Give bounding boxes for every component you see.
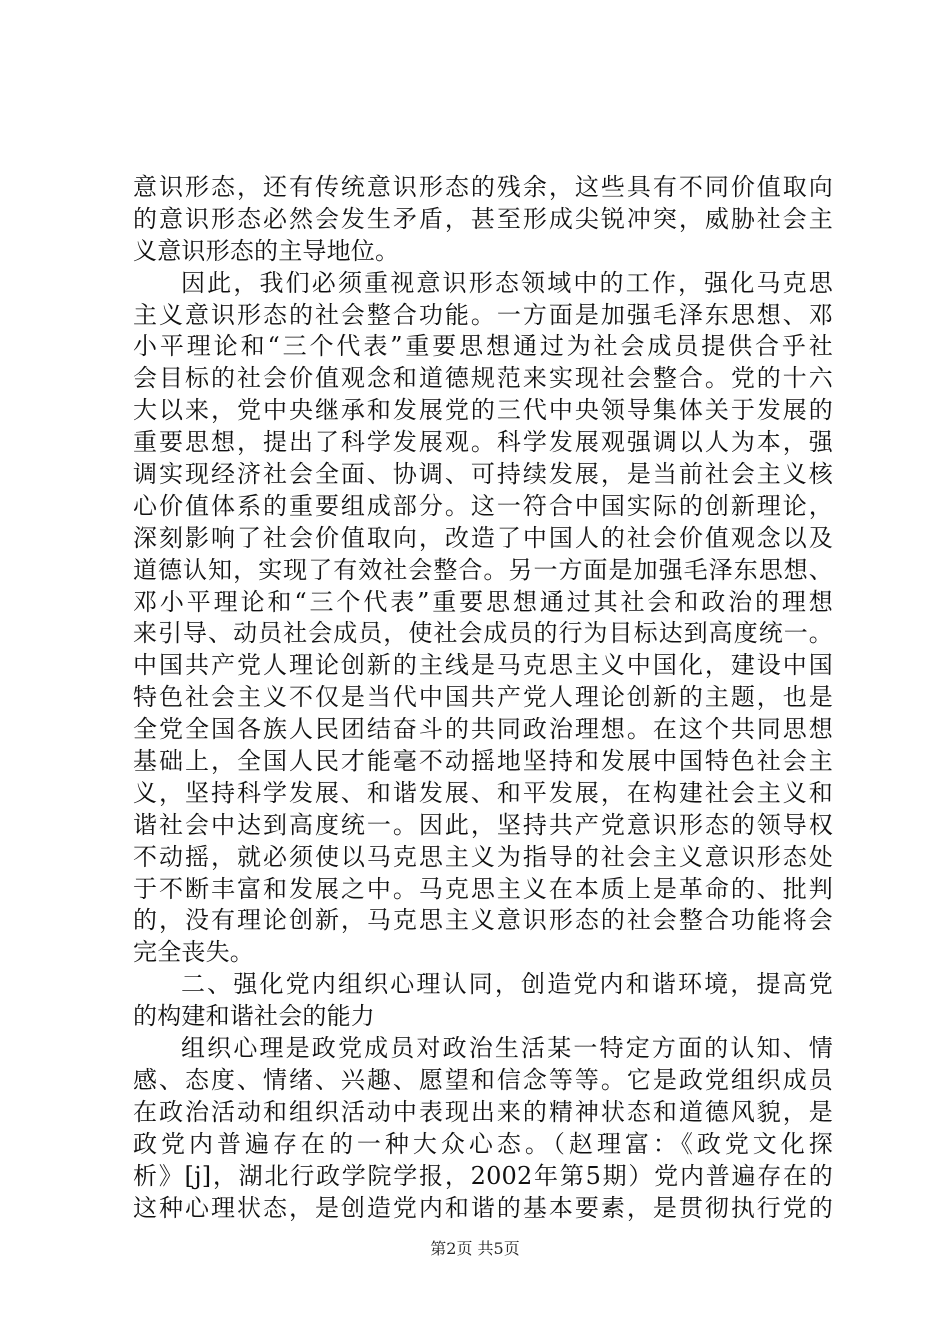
text-line: 这种心理状态，是创造党内和谐的基本要素，是贯彻执行党的	[133, 1193, 833, 1222]
text-line: 析》[j]，湖北行政学院学报，2002年第5期）党内普遍存在的	[133, 1161, 833, 1190]
text-line: 心价值体系的重要组成部分。这一符合中国实际的创新理论，	[133, 491, 833, 520]
text-line: 邓小平理论和“三个代表”重要思想通过其社会和政治的理想	[133, 587, 833, 616]
text-line: 的，没有理论创新，马克思主义意识形态的社会整合功能将会	[133, 906, 833, 935]
text-line: 二、强化党内组织心理认同，创造党内和谐环境，提高党	[181, 970, 833, 999]
text-line: 的意识形态必然会发生矛盾，甚至形成尖锐冲突，威胁社会主	[133, 204, 833, 233]
text-line: 组织心理是政党成员对政治生活某一特定方面的认知、情	[181, 1034, 833, 1063]
text-line: 的构建和谐社会的能力	[133, 1002, 375, 1031]
text-line: 深刻影响了社会价值取向，改造了中国人的社会价值观念以及	[133, 523, 833, 552]
text-line: 感、态度、情绪、兴趣、愿望和信念等等。它是政党组织成员	[133, 1065, 833, 1094]
text-line: 义，坚持科学发展、和谐发展、和平发展，在构建社会主义和	[133, 778, 833, 807]
text-line: 来引导、动员社会成员，使社会成员的行为目标达到高度统一。	[133, 619, 833, 648]
text-line: 特色社会主义不仅是当代中国共产党人理论创新的主题，也是	[133, 683, 833, 712]
text-line: 全党全国各族人民团结奋斗的共同政治理想。在这个共同思想	[133, 715, 833, 744]
text-line: 在政治活动和组织活动中表现出来的精神状态和道德风貌，是	[133, 1097, 833, 1126]
text-line: 于不断丰富和发展之中。马克思主义在本质上是革命的、批判	[133, 874, 833, 903]
text-line: 大以来，党中央继承和发展党的三代中央领导集体关于发展的	[133, 396, 833, 425]
text-line: 谐社会中达到高度统一。因此，坚持共产党意识形态的领导权	[133, 810, 833, 839]
page-footer: 第2页 共5页	[430, 1239, 520, 1258]
text-line: 因此，我们必须重视意识形态领域中的工作，强化马克思	[181, 268, 833, 297]
text-line: 中国共产党人理论创新的主线是马克思主义中国化，建设中国	[133, 651, 833, 680]
text-line: 调实现经济社会全面、协调、可持续发展，是当前社会主义核	[133, 460, 833, 489]
text-line: 完全丧失。	[133, 938, 254, 967]
text-line: 重要思想，提出了科学发展观。科学发展观强调以人为本，强	[133, 428, 833, 457]
text-line: 政党内普遍存在的一种大众心态。（赵理富：《政党文化探	[133, 1129, 833, 1158]
text-line: 会目标的社会价值观念和道德规范来实现社会整合。党的十六	[133, 364, 833, 393]
text-line: 道德认知，实现了有效社会整合。另一方面是加强毛泽东思想、	[133, 555, 833, 584]
text-line: 基础上，全国人民才能毫不动摇地坚持和发展中国特色社会主	[133, 747, 833, 776]
text-line: 主义意识形态的社会整合功能。一方面是加强毛泽东思想、邓	[133, 300, 833, 329]
text-line: 不动摇，就必须使以马克思主义为指导的社会主义意识形态处	[133, 842, 833, 871]
body-text	[133, 172, 833, 1224]
text-line: 小平理论和“三个代表”重要思想通过为社会成员提供合乎社	[133, 332, 833, 361]
text-line: 义意识形态的主导地位。	[133, 236, 400, 265]
text-line: 意识形态，还有传统意识形态的残余，这些具有不同价值取向	[133, 173, 833, 201]
